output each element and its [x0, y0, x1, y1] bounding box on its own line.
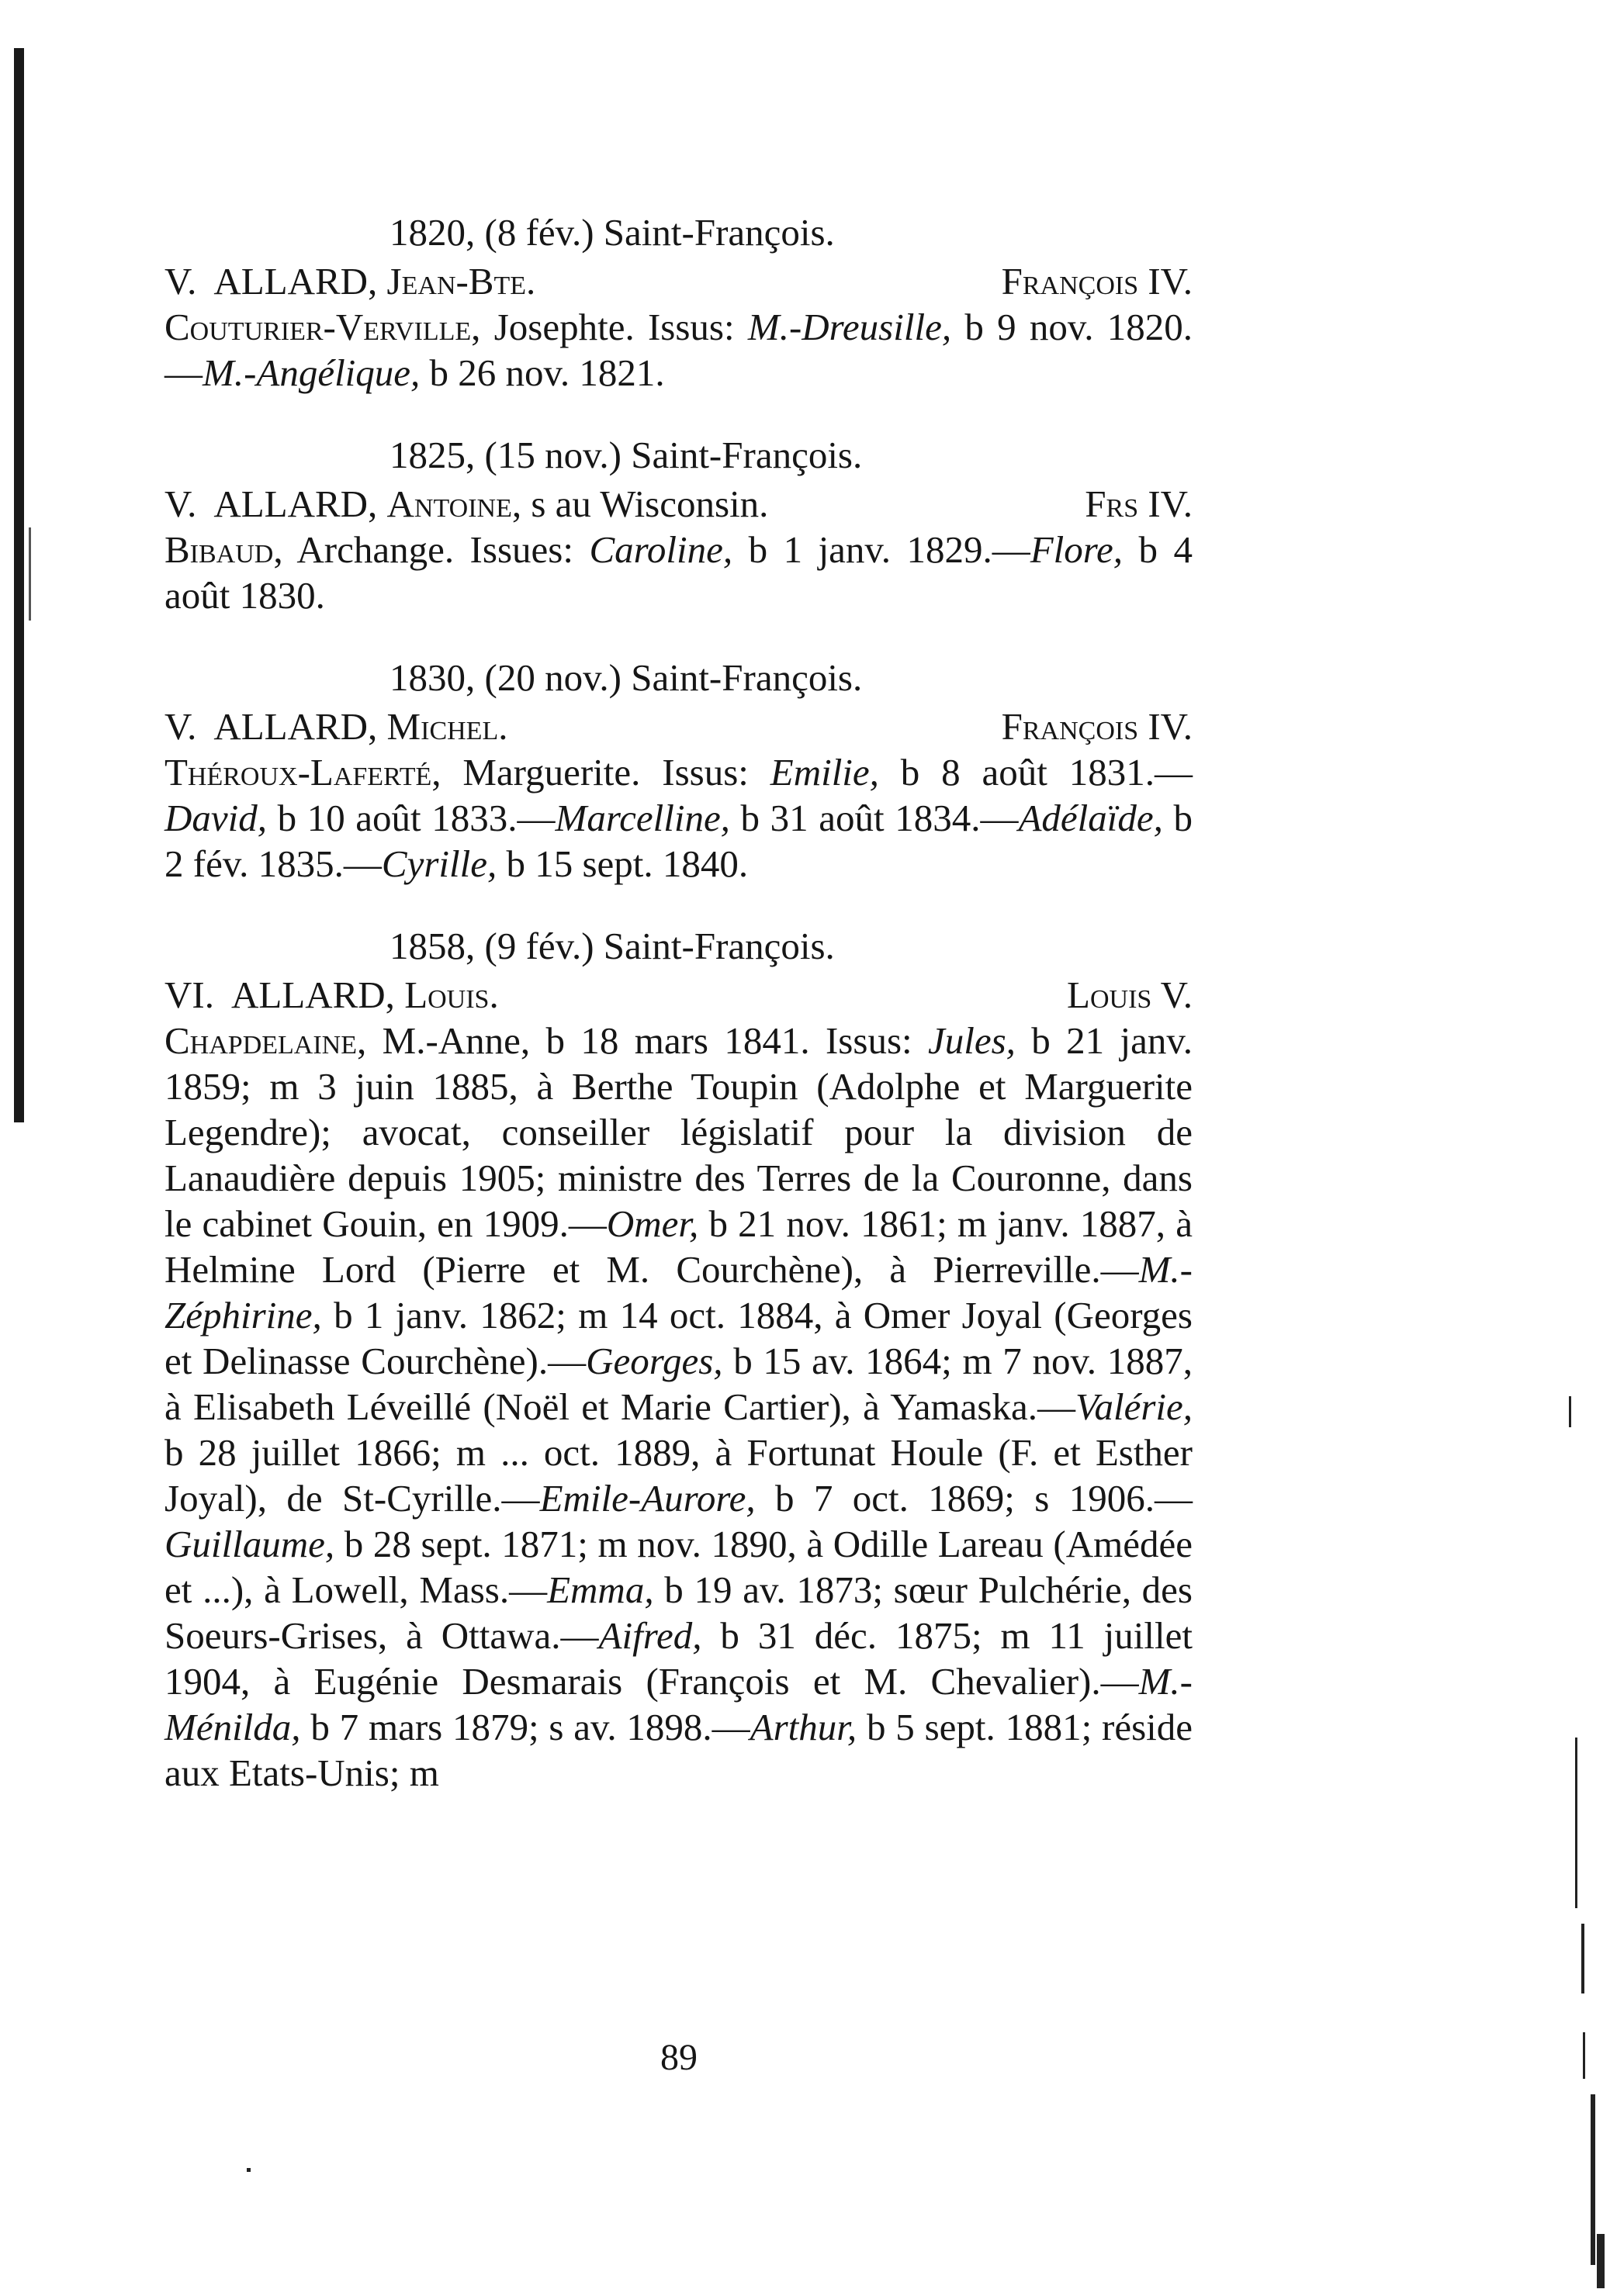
- entry-heading: [164, 972, 1193, 1018]
- genealogy-entry: [164, 655, 1193, 887]
- spouse-paragraph: [164, 304, 1193, 396]
- genealogy-entry: [164, 209, 1193, 396]
- child-name: Aifred,: [598, 1614, 702, 1657]
- entry-text: b 1 janv. 1829.—: [732, 528, 1030, 571]
- binding-edge-shadow: [14, 48, 24, 1122]
- child-name: Arthur,: [750, 1706, 857, 1748]
- scan-speck: [247, 2168, 251, 2172]
- entry-heading-left: [164, 972, 499, 1018]
- child-name: Omer,: [606, 1202, 699, 1245]
- binding-edge-mark: [29, 527, 31, 621]
- entry-text: Archange. Issues:: [282, 528, 590, 571]
- entry-text: b 10 août 1833.—: [267, 797, 556, 839]
- entry-text: b 7 mars 1879; s av. 1898.—: [300, 1706, 750, 1748]
- entry-text: b 28 sept. 1871; m nov. 1890, à Odille Lareau (Amédée et ...), à Lowell, Mass.—: [164, 1523, 1193, 1611]
- given-name: Antoine,: [386, 482, 522, 525]
- entry-text: b 15 av. 1864; m 7 nov. 1887, à Elisabeth Léveillé (Noël et Marie Cartier), à Yamaska.—: [164, 1340, 1193, 1428]
- entry-text: b 7 oct. 1869; s 1906.—: [755, 1477, 1193, 1520]
- scan-speck: [1569, 1396, 1571, 1427]
- entry-text: b 2 fév. 1835.—: [164, 797, 1193, 885]
- marriage-line: 1830, (20 nov.) Saint-François.: [390, 656, 863, 699]
- entry-text: b 28 juillet 1866; m ... oct. 1889, à Fortunat Houle (F. et Esther Joyal), de St-Cyrille.—: [164, 1431, 1193, 1520]
- child-name: Emma,: [547, 1568, 654, 1611]
- child-name: Cyrille,: [381, 842, 497, 885]
- parent-reference: Louis V.: [1067, 973, 1193, 1016]
- surname: ALLARD,: [213, 482, 378, 525]
- spouse-paragraph: [164, 749, 1193, 887]
- entry-text: b 26 nov. 1821.: [420, 351, 665, 394]
- surname: ALLARD,: [213, 705, 378, 748]
- spouse-paragraph: [164, 1018, 1193, 1796]
- spouse-name: Chapdelaine,: [164, 1019, 367, 1062]
- genealogy-entry: [164, 923, 1193, 1796]
- child-name: Flore,: [1030, 528, 1124, 571]
- child-name: David,: [164, 797, 267, 839]
- genealogy-entries: [164, 209, 1193, 1796]
- parent-reference: François IV.: [1001, 705, 1193, 748]
- parent-reference: Frs IV.: [1085, 482, 1193, 525]
- marriage-line: 1825, (15 nov.) Saint-François.: [390, 434, 863, 476]
- given-name: Michel.: [386, 705, 508, 748]
- child-name: Valérie,: [1075, 1385, 1193, 1428]
- entry-text: Marguerite. Issus:: [441, 751, 770, 794]
- surname: ALLARD,: [213, 260, 378, 303]
- child-name: Marcelline,: [555, 797, 730, 839]
- child-name: Georges,: [586, 1340, 723, 1382]
- entry-text: M.-Anne, b 18 mars 1841. Issus:: [366, 1019, 928, 1062]
- spouse-name: Couturier-Verville,: [164, 306, 481, 348]
- child-name: Emile-Aurore,: [539, 1477, 756, 1520]
- entry-text: b 31 août 1834.—: [729, 797, 1019, 839]
- entry-text: b 15 sept. 1840.: [497, 842, 749, 885]
- entry-heading-left: [164, 481, 768, 527]
- parent-reference: François IV.: [1001, 260, 1193, 303]
- entry-text: b 1 janv. 1862; m 14 oct. 1884, à Omer Joyal (Georges et Delinasse Courchène).—: [164, 1294, 1193, 1382]
- entry-text: Josephte. Issus:: [480, 306, 748, 348]
- entry-text: b 9 nov. 1820.—: [164, 306, 1193, 394]
- scan-speck: [1581, 1924, 1584, 1993]
- child-name: M.-Dreusille,: [747, 306, 952, 348]
- child-name: Jules,: [928, 1019, 1016, 1062]
- page-number: 89: [660, 2037, 698, 2078]
- child-name: M.-Ménilda,: [164, 1660, 1193, 1748]
- scan-speck: [1591, 2094, 1595, 2265]
- scan-speck: [1583, 2032, 1585, 2079]
- marriage-line: 1820, (8 fév.) Saint-François.: [390, 211, 835, 254]
- entry-text: b 31 déc. 1875; m 11 juillet 1904, à Eugénie Desmarais (François et M. Chevalier).—: [164, 1614, 1193, 1703]
- child-name: M.-Angélique,: [203, 351, 421, 394]
- child-name: Guillaume,: [164, 1523, 335, 1565]
- genealogy-entry: [164, 432, 1193, 618]
- child-name: Emilie,: [770, 751, 879, 794]
- entry-text: b 4 août 1830.: [164, 528, 1193, 617]
- scan-speck: [1575, 1738, 1577, 1908]
- entry-text: b 8 août 1831.—: [878, 751, 1193, 794]
- entry-text: b 5 sept. 1881; réside aux Etats-Unis; m: [164, 1706, 1193, 1794]
- entry-heading-left: [164, 258, 535, 304]
- spouse-paragraph: [164, 527, 1193, 618]
- scan-speck: [1597, 2234, 1605, 2288]
- child-name: M.-Zéphirine,: [164, 1248, 1193, 1336]
- spouse-name: Bibaud,: [164, 528, 283, 571]
- given-note: s au Wisconsin.: [521, 482, 769, 525]
- marriage-line: 1858, (9 fév.) Saint-François.: [390, 925, 835, 967]
- generation-number: V.: [164, 705, 197, 748]
- generation-number: V.: [164, 482, 197, 525]
- generation-number: V.: [164, 260, 197, 303]
- entry-text: b 21 nov. 1861; m janv. 1887, à Helmine Lord (Pierre et M. Courchène), à Pierreville.—: [164, 1202, 1193, 1291]
- given-name: Jean-Bte.: [386, 260, 536, 303]
- given-name: Louis.: [404, 973, 499, 1016]
- entry-heading: [164, 481, 1193, 527]
- child-name: Adélaïde,: [1018, 797, 1163, 839]
- generation-number: VI.: [164, 973, 214, 1016]
- child-name: Caroline,: [589, 528, 733, 571]
- entry-text: b 21 janv. 1859; m 3 juin 1885, à Berthe Toupin (Adolphe et Marguerite Legendre); avocat, conseiller législatif pour la division de Lanaudière depuis 1905; ministre des Terres de la Couronne, dans le cabinet Gouin, en 1909.—: [164, 1019, 1193, 1245]
- entry-heading: [164, 258, 1193, 304]
- entry-heading: [164, 704, 1193, 749]
- surname: ALLARD,: [230, 973, 395, 1016]
- spouse-name: Théroux-Laferté,: [164, 751, 441, 794]
- entry-heading-left: [164, 704, 507, 749]
- entry-text: b 19 av. 1873; sœur Pulchérie, des Soeurs-Grises, à Ottawa.—: [164, 1568, 1193, 1657]
